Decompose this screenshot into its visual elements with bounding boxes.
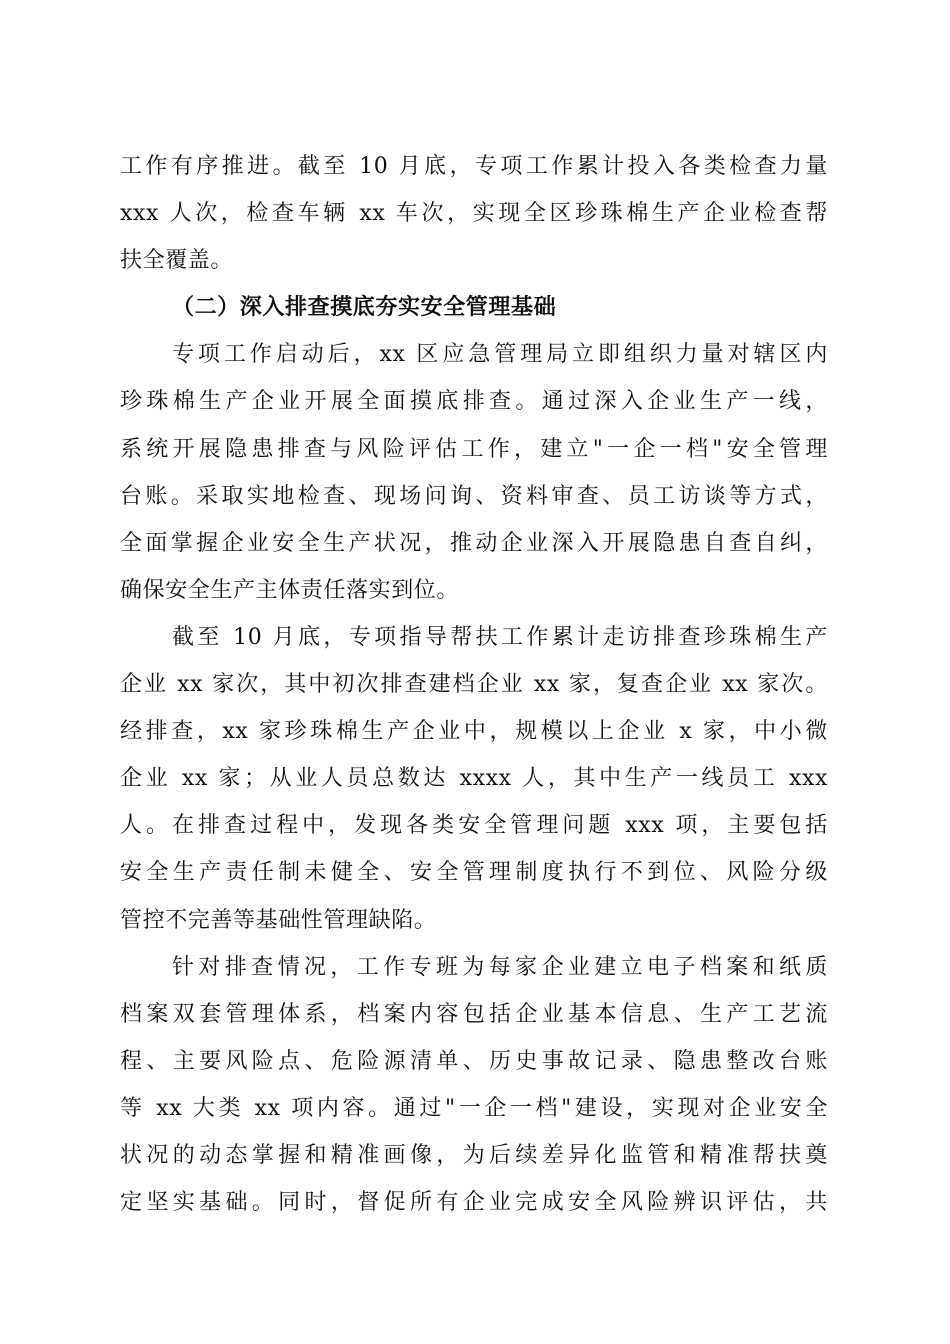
text-line: 扶全覆盖。 [120, 248, 234, 274]
text-line: 程、主要风险点、危险源清单、历史事故记录、隐患整改台账 [120, 1048, 828, 1074]
text-line: 档案双套管理体系，档案内容包括企业基本信息、生产工艺流 [120, 1001, 828, 1027]
text-line: 管控不完善等基础性管理缺陷。 [120, 907, 437, 933]
paragraph-4 [120, 944, 828, 1227]
text-line: 珍珠棉生产企业开展全面摸底排查。通过深入企业生产一线， [120, 389, 828, 415]
text-line: 系统开展隐患排查与风险评估工作，建立"一企一档"安全管理 [120, 436, 828, 462]
paragraph-1 [120, 143, 828, 284]
text-line: 等 xx 大类 xx 项内容。通过"一企一档"建设，实现对企业安全 [120, 1095, 828, 1121]
section-heading: （二）深入排查摸底夯实安全管理基础 [172, 294, 557, 321]
text-line: 截至 10 月底，专项指导帮扶工作累计走访排查珍珠棉生产 [172, 624, 828, 650]
text-line: 台账。采取实地检查、现场问询、资料审查、员工访谈等方式， [120, 483, 828, 509]
text-line: 定坚实基础。同时，督促所有企业完成安全风险辨识评估，共 [120, 1190, 828, 1216]
text-line: 企业 xx 家次，其中初次排查建档企业 xx 家，复查企业 xx 家次。 [120, 672, 828, 698]
paragraph-3 [120, 614, 828, 944]
text-line: 安全生产责任制未健全、安全管理制度执行不到位、风险分级 [120, 860, 828, 886]
text-line: 全面掌握企业安全生产状况，推动企业深入开展隐患自查自纠， [120, 530, 828, 556]
document-body [120, 143, 828, 1226]
text-line: 专项工作启动后，xx 区应急管理局立即组织力量对辖区内 [172, 342, 828, 368]
text-line: xxx 人次，检查车辆 xx 车次，实现全区珍珠棉生产企业检查帮 [120, 201, 828, 227]
text-line: 工作有序推进。截至 10 月底，专项工作累计投入各类检查力量 [120, 154, 828, 179]
text-line: 确保安全生产主体责任落实到位。 [120, 577, 460, 603]
text-line: 状况的动态掌握和精准画像，为后续差异化监管和精准帮扶奠 [120, 1142, 828, 1168]
text-line: 企业 xx 家；从业人员总数达 xxxx 人，其中生产一线员工 xxx [120, 766, 828, 792]
text-line: 针对排查情况，工作专班为每家企业建立电子档案和纸质 [172, 954, 828, 980]
paragraph-2 [120, 331, 828, 614]
text-line: 经排查，xx 家珍珠棉生产企业中，规模以上企业 x 家，中小微 [120, 719, 828, 745]
text-line: 人。在排查过程中，发现各类安全管理问题 xxx 项，主要包括 [120, 813, 828, 839]
